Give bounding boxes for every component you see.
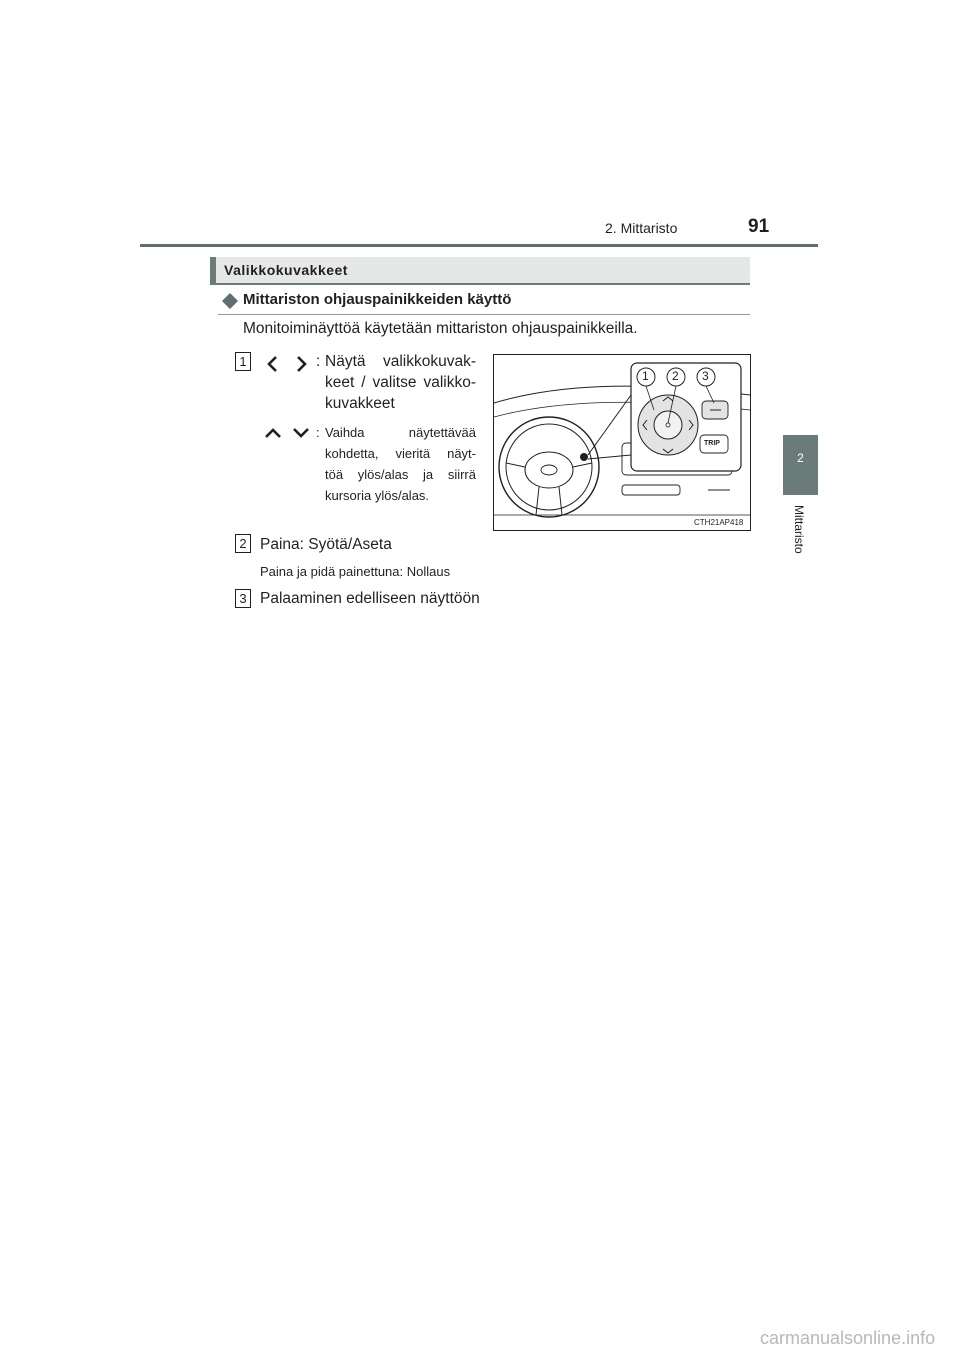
callout-1: 1	[642, 369, 649, 383]
item-1-line-3: kuvakkeet	[325, 395, 395, 412]
chevron-right-icon	[291, 354, 311, 374]
chevron-up-icon	[263, 423, 283, 443]
item-2-note: Paina ja pidä painettuna: Nollaus	[260, 564, 451, 579]
subsection-title: Mittariston ohjauspainikkeiden käyttö	[243, 291, 512, 308]
item-1b-line-4: kursoria ylös/alas.	[325, 488, 430, 503]
chapter-tab-number: 2	[797, 451, 804, 465]
chapter-tab-label: Mittaristo	[792, 505, 806, 554]
chevron-left-icon	[263, 354, 283, 374]
diamond-bullet-icon	[220, 291, 240, 311]
item-number-2: 2	[235, 534, 251, 553]
section-rule	[210, 283, 750, 285]
colon: :	[316, 425, 320, 440]
item-1-line-1: Näytä valikkokuvak-	[325, 353, 476, 370]
colon: :	[316, 353, 321, 370]
chapter-tab	[783, 435, 818, 495]
header-rule	[140, 244, 818, 247]
running-header-section: 2. Mittaristo	[605, 220, 678, 236]
figure-code: CTH21AP418	[694, 518, 744, 527]
callout-2: 2	[672, 369, 679, 383]
intro-paragraph: Monitoiminäyttöä käytetään mittariston ohjauspainikkeilla.	[243, 320, 638, 337]
chevron-down-icon	[291, 423, 311, 443]
trip-button-label: TRIP	[704, 440, 720, 447]
item-1-line-2: keet / valitse valikko-	[325, 374, 476, 391]
watermark: carmanualsonline.info	[760, 1328, 936, 1348]
subsection-rule	[218, 314, 750, 315]
item-1b-line-3: töä ylös/alas ja siirrä	[325, 467, 476, 482]
item-1b-line-1: Vaihda näytettävää	[325, 425, 476, 440]
steering-wheel-illustration	[493, 354, 751, 531]
item-2-text: Paina: Syötä/Aseta	[260, 536, 392, 553]
item-number-3: 3	[235, 589, 251, 608]
callout-3: 3	[702, 369, 709, 383]
page-number: 91	[748, 216, 770, 237]
section-heading-accent	[210, 257, 216, 283]
section-title: Valikkokuvakkeet	[224, 262, 348, 278]
item-number-1: 1	[235, 352, 251, 371]
item-1b-line-2: kohdetta, vieritä näyt-	[325, 446, 476, 461]
item-3-text: Palaaminen edelliseen näyttöön	[260, 590, 480, 607]
